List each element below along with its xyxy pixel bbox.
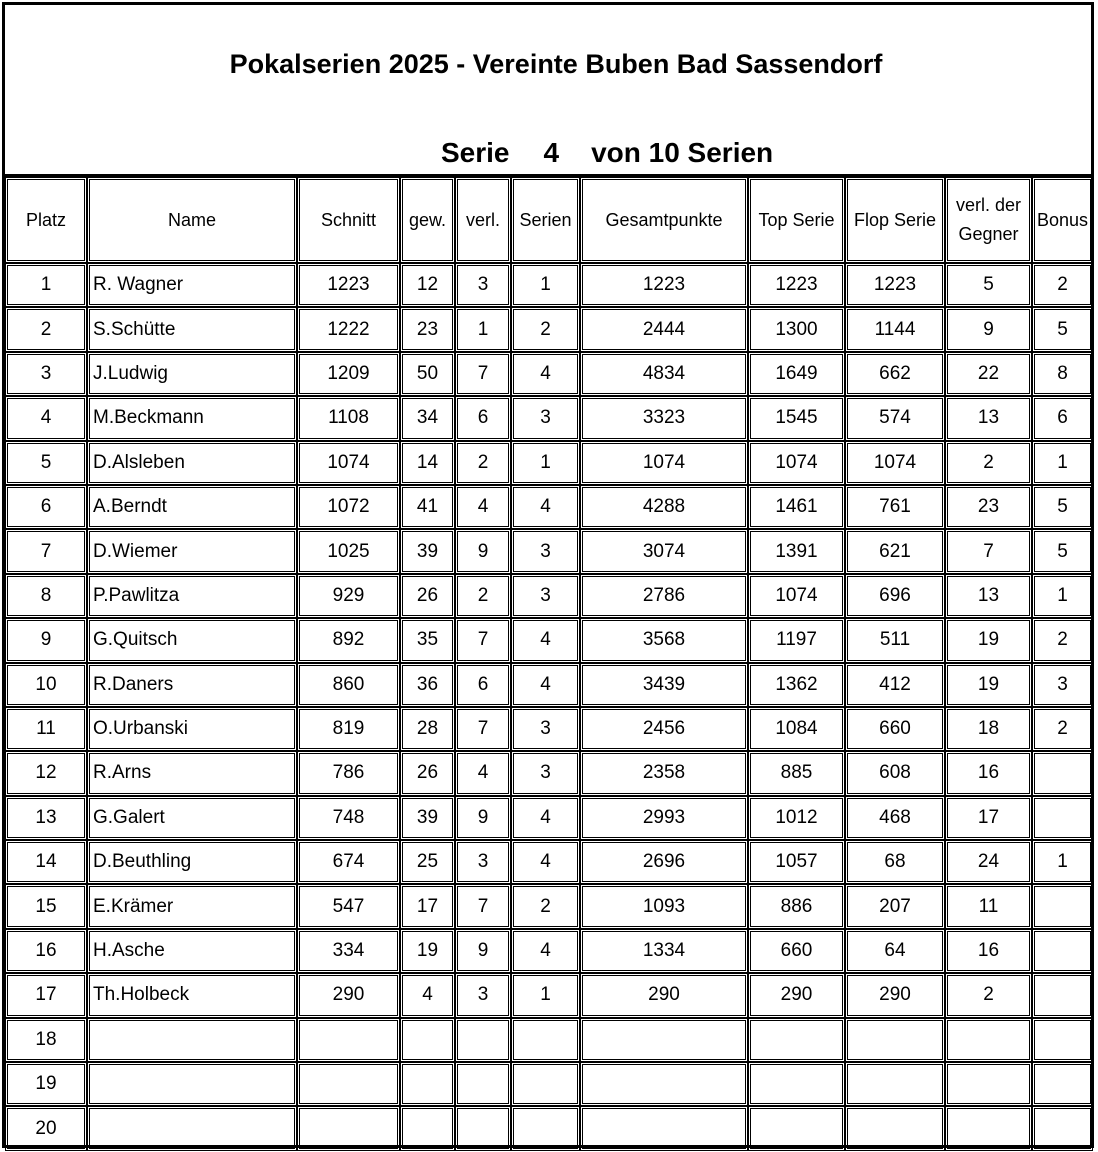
table-cell: 4 <box>511 796 580 840</box>
table-cell: 4 <box>511 618 580 662</box>
table-cell: 9 <box>455 929 511 973</box>
table-cell: 19 <box>400 929 455 973</box>
table-cell <box>400 1018 455 1062</box>
table-row <box>5 1018 1093 1062</box>
table-cell: 1074 <box>845 441 945 485</box>
table-cell: 19 <box>945 663 1032 707</box>
table-cell: 39 <box>400 796 455 840</box>
table-cell: 7 <box>455 884 511 928</box>
table-cell: 2 <box>511 307 580 351</box>
table-cell: 17 <box>5 973 87 1017</box>
table-cell: 17 <box>400 884 455 928</box>
player-name-cell: P.Pawlitza <box>87 574 297 618</box>
table-cell: 4288 <box>580 485 748 529</box>
table-cell: 23 <box>945 485 1032 529</box>
table-cell: 290 <box>297 973 400 1017</box>
table-cell: 2358 <box>580 751 748 795</box>
table-cell: 1 <box>511 441 580 485</box>
player-name-cell: J.Ludwig <box>87 352 297 396</box>
table-cell: 574 <box>845 396 945 440</box>
table-cell: 2 <box>511 884 580 928</box>
table-cell: 3 <box>455 263 511 307</box>
table-cell: 3 <box>455 840 511 884</box>
table-cell: 3323 <box>580 396 748 440</box>
table-cell: 2 <box>455 441 511 485</box>
table-row <box>5 707 1093 751</box>
table-cell: 1074 <box>748 574 845 618</box>
table-cell: 412 <box>845 663 945 707</box>
table-cell <box>455 1018 511 1062</box>
table-cell: 7 <box>455 618 511 662</box>
table-cell: 1108 <box>297 396 400 440</box>
table-cell: 761 <box>845 485 945 529</box>
table-cell <box>945 1062 1032 1106</box>
table-cell: 290 <box>748 973 845 1017</box>
table-cell <box>1032 884 1093 928</box>
column-header: verl. <box>455 177 511 263</box>
table-cell: 3 <box>511 707 580 751</box>
table-cell: 1300 <box>748 307 845 351</box>
table-cell: 1074 <box>580 441 748 485</box>
table-cell: 68 <box>845 840 945 884</box>
table-cell: 34 <box>400 396 455 440</box>
table-cell: 608 <box>845 751 945 795</box>
series-total: von 10 Serien <box>591 137 774 168</box>
table-cell: 674 <box>297 840 400 884</box>
table-cell: 5 <box>945 263 1032 307</box>
table-cell: 660 <box>845 707 945 751</box>
table-cell: 6 <box>455 663 511 707</box>
table-cell <box>400 1106 455 1150</box>
table-cell <box>511 1062 580 1106</box>
table-body <box>5 263 1093 1151</box>
table-row <box>5 1062 1093 1106</box>
table-cell: 1057 <box>748 840 845 884</box>
player-name-cell: D.Wiemer <box>87 529 297 573</box>
table-cell: 1 <box>5 263 87 307</box>
table-cell <box>1032 973 1093 1017</box>
table-cell: 1223 <box>297 263 400 307</box>
table-cell: 1 <box>1032 441 1093 485</box>
table-cell: 11 <box>5 707 87 751</box>
table-cell: 1 <box>455 307 511 351</box>
table-cell: 2 <box>5 307 87 351</box>
table-cell: 26 <box>400 751 455 795</box>
column-header: Serien <box>511 177 580 263</box>
player-name-cell: G.Quitsch <box>87 618 297 662</box>
table-cell <box>748 1106 845 1150</box>
table-cell: 1209 <box>297 352 400 396</box>
table-cell: 1545 <box>748 396 845 440</box>
table-cell: 621 <box>845 529 945 573</box>
table-cell: 468 <box>845 796 945 840</box>
table-cell <box>455 1106 511 1150</box>
table-cell: 4 <box>455 485 511 529</box>
table-cell: 2444 <box>580 307 748 351</box>
player-name-cell <box>87 1106 297 1150</box>
player-name-cell: D.Beuthling <box>87 840 297 884</box>
player-name-cell: E.Krämer <box>87 884 297 928</box>
table-cell: 860 <box>297 663 400 707</box>
table-cell <box>511 1018 580 1062</box>
table-row <box>5 396 1093 440</box>
table-row <box>5 840 1093 884</box>
table-cell: 16 <box>945 929 1032 973</box>
table-cell: 18 <box>5 1018 87 1062</box>
column-header: Schnitt <box>297 177 400 263</box>
table-cell: 1362 <box>748 663 845 707</box>
table-cell: 35 <box>400 618 455 662</box>
table-cell: 1649 <box>748 352 845 396</box>
table-cell <box>1032 929 1093 973</box>
table-cell: 18 <box>945 707 1032 751</box>
series-number: 4 <box>543 137 560 168</box>
table-cell: 2 <box>945 973 1032 1017</box>
player-name-cell: D.Alsleben <box>87 441 297 485</box>
table-cell: 886 <box>748 884 845 928</box>
table-cell: 26 <box>400 574 455 618</box>
table-cell <box>580 1062 748 1106</box>
table-cell: 6 <box>1032 396 1093 440</box>
table-cell: 1197 <box>748 618 845 662</box>
table-cell: 7 <box>455 707 511 751</box>
table-cell: 3 <box>455 973 511 1017</box>
table-cell <box>297 1062 400 1106</box>
column-header: gew. <box>400 177 455 263</box>
table-cell: 3074 <box>580 529 748 573</box>
table-cell: 16 <box>5 929 87 973</box>
table-row <box>5 751 1093 795</box>
table-cell: 2993 <box>580 796 748 840</box>
page-title-text: Pokalserien 2025 - Vereinte Buben Bad Sassendorf <box>229 49 883 79</box>
table-row <box>5 663 1093 707</box>
table-cell: 20 <box>5 1106 87 1150</box>
table-cell: 5 <box>1032 529 1093 573</box>
table-row <box>5 884 1093 928</box>
table-cell: 511 <box>845 618 945 662</box>
table-cell: 1223 <box>748 263 845 307</box>
table-cell: 3 <box>511 529 580 573</box>
table-cell <box>580 1018 748 1062</box>
table-cell: 41 <box>400 485 455 529</box>
player-name-cell <box>87 1018 297 1062</box>
standings-sheet <box>2 2 1094 1148</box>
table-cell: 22 <box>945 352 1032 396</box>
player-name-cell: H.Asche <box>87 929 297 973</box>
table-cell: 1074 <box>748 441 845 485</box>
table-cell: 15 <box>5 884 87 928</box>
player-name-cell: M.Beckmann <box>87 396 297 440</box>
series-label: Serie <box>441 137 510 168</box>
table-cell: 1222 <box>297 307 400 351</box>
table-cell: 5 <box>1032 307 1093 351</box>
table-cell: 2456 <box>580 707 748 751</box>
table-cell: 13 <box>945 574 1032 618</box>
table-cell: 3 <box>511 574 580 618</box>
table-cell <box>845 1018 945 1062</box>
table-cell: 12 <box>5 751 87 795</box>
sheet-header <box>5 5 1091 177</box>
table-cell: 7 <box>945 529 1032 573</box>
player-name-cell <box>87 1062 297 1106</box>
page-title <box>5 49 1097 80</box>
table-cell: 2696 <box>580 840 748 884</box>
table-cell: 1223 <box>845 263 945 307</box>
table-cell <box>1032 796 1093 840</box>
column-header: Top Serie <box>748 177 845 263</box>
series-indicator <box>441 137 773 169</box>
table-cell: 2 <box>455 574 511 618</box>
table-cell <box>845 1106 945 1150</box>
table-cell: 660 <box>748 929 845 973</box>
table-cell: 10 <box>5 663 87 707</box>
table-row <box>5 263 1093 307</box>
table-row <box>5 574 1093 618</box>
player-name-cell: O.Urbanski <box>87 707 297 751</box>
column-header: Name <box>87 177 297 263</box>
table-cell: 19 <box>5 1062 87 1106</box>
table-cell <box>580 1106 748 1150</box>
table-row <box>5 618 1093 662</box>
table-cell: 25 <box>400 840 455 884</box>
table-row <box>5 529 1093 573</box>
table-cell: 4 <box>511 840 580 884</box>
table-cell <box>1032 751 1093 795</box>
table-cell: 662 <box>845 352 945 396</box>
table-cell: 50 <box>400 352 455 396</box>
table-cell: 13 <box>945 396 1032 440</box>
table-cell: 36 <box>400 663 455 707</box>
table-cell: 1074 <box>297 441 400 485</box>
table-cell: 3 <box>5 352 87 396</box>
table-cell: 3 <box>1032 663 1093 707</box>
table-cell: 11 <box>945 884 1032 928</box>
table-cell: 748 <box>297 796 400 840</box>
table-cell <box>945 1018 1032 1062</box>
table-cell <box>297 1018 400 1062</box>
table-cell: 8 <box>1032 352 1093 396</box>
table-cell: 23 <box>400 307 455 351</box>
table-cell: 1144 <box>845 307 945 351</box>
table-cell: 14 <box>400 441 455 485</box>
table-row <box>5 973 1093 1017</box>
table-cell: 3439 <box>580 663 748 707</box>
table-cell: 7 <box>5 529 87 573</box>
table-cell: 4 <box>5 396 87 440</box>
table-cell: 3568 <box>580 618 748 662</box>
table-cell: 4 <box>455 751 511 795</box>
table-cell: 12 <box>400 263 455 307</box>
table-row <box>5 485 1093 529</box>
table-cell <box>1032 1018 1093 1062</box>
table-cell: 3 <box>511 751 580 795</box>
table-cell: 334 <box>297 929 400 973</box>
table-row <box>5 441 1093 485</box>
table-cell: 885 <box>748 751 845 795</box>
table-cell: 786 <box>297 751 400 795</box>
table-cell: 9 <box>455 796 511 840</box>
table-cell: 2 <box>1032 707 1093 751</box>
table-cell: 64 <box>845 929 945 973</box>
table-cell: 1334 <box>580 929 748 973</box>
table-cell: 207 <box>845 884 945 928</box>
table-cell <box>845 1062 945 1106</box>
table-cell: 3 <box>511 396 580 440</box>
table-cell <box>400 1062 455 1106</box>
table-cell: 290 <box>580 973 748 1017</box>
table-cell: 1461 <box>748 485 845 529</box>
table-cell: 1 <box>511 263 580 307</box>
table-cell: 1391 <box>748 529 845 573</box>
table-row <box>5 307 1093 351</box>
table-cell: 1093 <box>580 884 748 928</box>
table-cell <box>748 1062 845 1106</box>
table-cell: 290 <box>845 973 945 1017</box>
standings-table <box>5 177 1093 1151</box>
table-cell: 6 <box>5 485 87 529</box>
table-cell: 14 <box>5 840 87 884</box>
table-cell: 819 <box>297 707 400 751</box>
table-cell: 2 <box>1032 618 1093 662</box>
player-name-cell: A.Berndt <box>87 485 297 529</box>
table-cell <box>945 1106 1032 1150</box>
player-name-cell: R.Daners <box>87 663 297 707</box>
table-cell: 892 <box>297 618 400 662</box>
table-cell: 696 <box>845 574 945 618</box>
table-cell <box>748 1018 845 1062</box>
table-cell: 2 <box>1032 263 1093 307</box>
table-cell: 2786 <box>580 574 748 618</box>
player-name-cell: Th.Holbeck <box>87 973 297 1017</box>
table-cell: 1012 <box>748 796 845 840</box>
table-cell <box>455 1062 511 1106</box>
table-cell: 5 <box>5 441 87 485</box>
column-header: verl. der Gegner <box>945 177 1032 263</box>
column-header: Flop Serie <box>845 177 945 263</box>
column-header: Bonus <box>1032 177 1093 263</box>
table-cell: 6 <box>455 396 511 440</box>
player-name-cell: R. Wagner <box>87 263 297 307</box>
player-name-cell: S.Schütte <box>87 307 297 351</box>
table-cell: 8 <box>5 574 87 618</box>
table-cell: 2 <box>945 441 1032 485</box>
table-cell: 1072 <box>297 485 400 529</box>
table-cell: 4 <box>511 663 580 707</box>
table-cell: 1223 <box>580 263 748 307</box>
player-name-cell: G.Galert <box>87 796 297 840</box>
table-cell: 1 <box>1032 840 1093 884</box>
table-cell <box>511 1106 580 1150</box>
table-cell: 16 <box>945 751 1032 795</box>
table-cell: 4 <box>511 352 580 396</box>
table-cell: 9 <box>455 529 511 573</box>
table-cell: 19 <box>945 618 1032 662</box>
column-header: Platz <box>5 177 87 263</box>
table-row <box>5 929 1093 973</box>
table-cell <box>1032 1062 1093 1106</box>
table-cell: 13 <box>5 796 87 840</box>
table-cell <box>297 1106 400 1150</box>
table-cell: 1 <box>511 973 580 1017</box>
table-cell: 547 <box>297 884 400 928</box>
table-header-row <box>5 177 1093 263</box>
table-row <box>5 796 1093 840</box>
table-cell: 4 <box>400 973 455 1017</box>
table-cell: 1084 <box>748 707 845 751</box>
table-cell: 1025 <box>297 529 400 573</box>
table-cell: 17 <box>945 796 1032 840</box>
table-cell: 9 <box>5 618 87 662</box>
table-row <box>5 1106 1093 1150</box>
table-cell: 5 <box>1032 485 1093 529</box>
player-name-cell: R.Arns <box>87 751 297 795</box>
table-cell: 4 <box>511 929 580 973</box>
table-row <box>5 352 1093 396</box>
table-cell: 1 <box>1032 574 1093 618</box>
table-cell <box>1032 1106 1093 1150</box>
table-cell: 24 <box>945 840 1032 884</box>
table-cell: 4 <box>511 485 580 529</box>
column-header: Gesamtpunkte <box>580 177 748 263</box>
table-cell: 28 <box>400 707 455 751</box>
table-cell: 7 <box>455 352 511 396</box>
table-cell: 929 <box>297 574 400 618</box>
table-cell: 4834 <box>580 352 748 396</box>
table-cell: 9 <box>945 307 1032 351</box>
table-cell: 39 <box>400 529 455 573</box>
